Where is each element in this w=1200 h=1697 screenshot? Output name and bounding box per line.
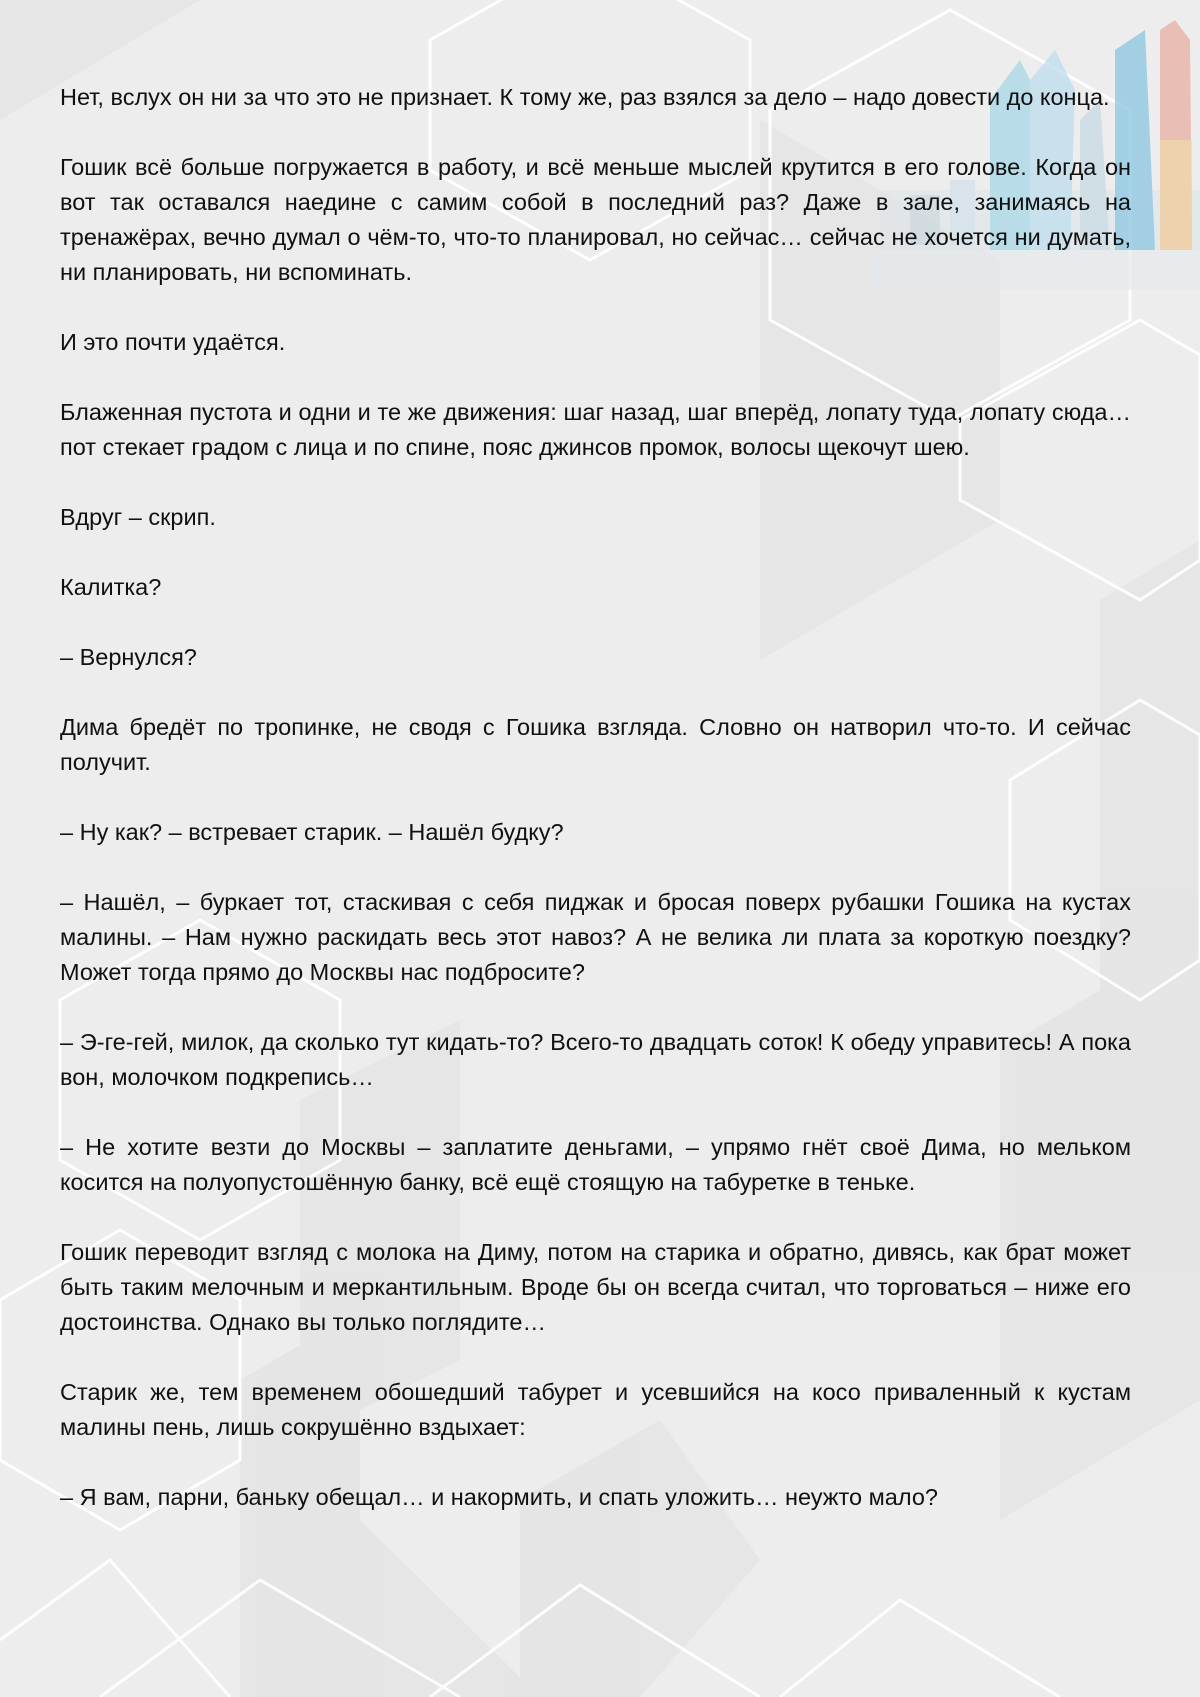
paragraph: Вдруг – скрип.: [60, 504, 216, 530]
paragraph: – Вернулся?: [60, 644, 197, 670]
paragraph: – Я вам, парни, баньку обещал… и накормить, и спать уложить… неужто мало?: [60, 1484, 938, 1510]
paragraph: Старик же, тем временем обошедший табурет и усевшийся на косо приваленный к кустам малины пень, лишь сокрушённо вздыхает:: [60, 1379, 1131, 1440]
paragraph: Нет, вслух он ни за что это не признает. К тому же, раз взялся за дело – надо довести до конца.: [60, 84, 1110, 110]
paragraph: – Нашёл, – буркает тот, стаскивая с себя пиджак и бросая поверх рубашки Гошика на кустах малины. – Нам нужно раскидать весь этот навоз? А не велика ли плата за короткую поездку? Может тогда прямо до Москвы нас подбросите?: [60, 889, 1131, 985]
paragraph: Блаженная пустота и одни и те же движения: шаг назад, шаг вперёд, лопату туда, лопату сюда… пот стекает градом с лица и по спине, пояс джинсов промок, волосы щекочут шею.: [60, 399, 1131, 460]
paragraph: Дима бредёт по тропинке, не сводя с Гошика взгляда. Словно он натворил что-то. И сейчас получит.: [60, 714, 1131, 775]
paragraph: Гошик переводит взгляд с молока на Диму, потом на старика и обратно, дивясь, как брат может быть таким мелочным и меркантильным. Вроде бы он всегда считал, что торговаться – ниже его достоинства. Однако вы только поглядите…: [60, 1239, 1131, 1335]
paragraph: – Ну как? – встревает старик. – Нашёл будку?: [60, 819, 564, 845]
document-page: [60, 80, 1131, 1550]
paragraph: – Э-ге-гей, милок, да сколько тут кидать-то? Всего-то двадцать соток! К обеду управитесь! А пока вон, молочком подкрепись…: [60, 1029, 1131, 1090]
paragraph: Гошик всё больше погружается в работу, и всё меньше мыслей крутится в его голове. Когда он вот так оставался наедине с самим собой в последний раз? Даже в зале, занимаясь на тренажёрах, вечно думал о чём-то, что-то планировал, но сейчас… сейчас не хочется ни думать, ни планировать, ни вспоминать.: [60, 154, 1131, 285]
paragraph: И это почти удаётся.: [60, 329, 286, 355]
paragraph: Калитка?: [60, 574, 162, 600]
paragraph: – Не хотите везти до Москвы – заплатите деньгами, – упрямо гнёт своё Дима, но мельком косится на полуопустошённую банку, всё ещё стоящую на табуретке в теньке.: [60, 1134, 1131, 1195]
